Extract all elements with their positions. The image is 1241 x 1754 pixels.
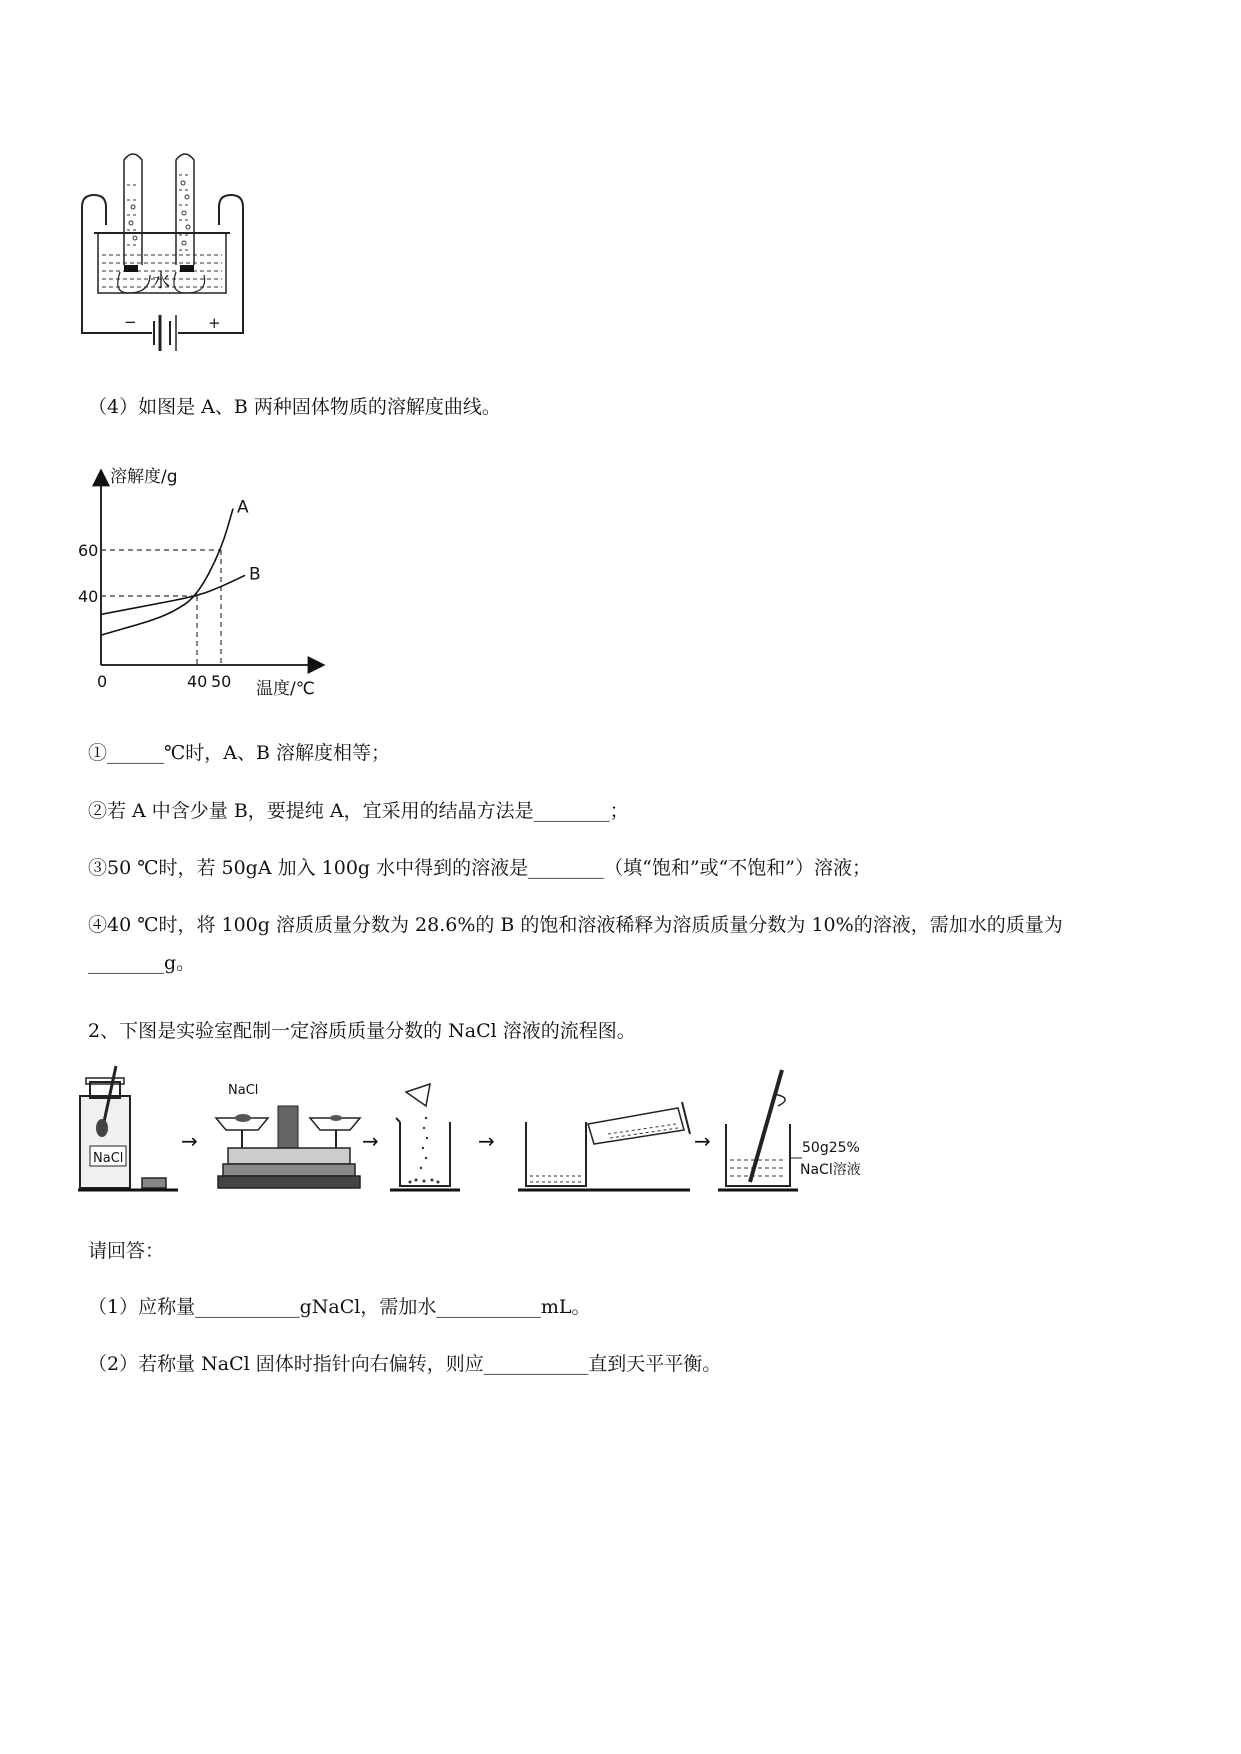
x-tick-50: 50 (211, 672, 232, 691)
sub-question-3: ③50 ℃时，若 50gA 加入 100g 水中得到的溶液是________（填“饱和”或“不饱和”）溶液； (88, 857, 871, 879)
sub-question-1: ①______℃时，A、B 溶解度相等； (88, 742, 390, 764)
please-answer: 请回答： (88, 1240, 165, 1262)
y-axis-label: 溶解度/g (110, 467, 178, 487)
arrow-icon: → (362, 1129, 379, 1153)
x-tick-40: 40 (187, 672, 208, 691)
sub-question-4: ④40 ℃时，将 100g 溶质质量分数为 28.6%的 B 的饱和溶液稀释为溶质质量分数为 10%的溶液，需加水的质量为________g。 (88, 914, 1063, 974)
positive-terminal-label: + (208, 314, 221, 332)
y-tick-60: 60 (78, 541, 99, 560)
jar-label: NaCl (93, 1151, 124, 1166)
water-label: 水 (152, 271, 170, 292)
balance-label: NaCl (228, 1083, 259, 1098)
arrow-icon: → (181, 1129, 198, 1153)
beaker-pouring-water (518, 1102, 690, 1190)
x-axis-label: 温度/℃ (256, 679, 315, 699)
beaker-stirring (718, 1070, 861, 1190)
q2-intro: 2、下图是实验室配制一定溶质质量分数的 NaCl 溶液的流程图。 (88, 1020, 636, 1042)
balance (216, 1083, 360, 1188)
arrow-icon: → (478, 1129, 495, 1153)
nacl-preparation-flow-figure (78, 1062, 978, 1202)
negative-terminal-label: − (124, 313, 137, 331)
q4-intro: （4）如图是 A、B 两种固体物质的溶解度曲线。 (88, 396, 501, 418)
beaker-pouring-solid (390, 1084, 460, 1190)
x-tick-0: 0 (97, 672, 108, 691)
y-tick-40: 40 (78, 587, 99, 606)
curve-label-b: B (249, 564, 261, 585)
answer-1: （1）应称量___________gNaCl，需加水___________mL。 (88, 1296, 591, 1318)
product-label-line1: 50g25% (802, 1140, 860, 1156)
curve-b (101, 575, 245, 614)
solubility-chart (70, 460, 340, 705)
curve-a (101, 509, 233, 635)
product-label-line2: NaCl溶液 (800, 1162, 861, 1178)
arrow-icon: → (694, 1129, 711, 1153)
sub-question-2: ②若 A 中含少量 B，要提纯 A，宜采用的结晶方法是________； (88, 800, 629, 822)
curve-label-a: A (237, 497, 249, 518)
electrolysis-figure (80, 145, 260, 365)
reagent-jar (78, 1066, 178, 1190)
answer-2: （2）若称量 NaCl 固体时指针向右偏转，则应___________直到天平平衡。 (88, 1353, 722, 1375)
